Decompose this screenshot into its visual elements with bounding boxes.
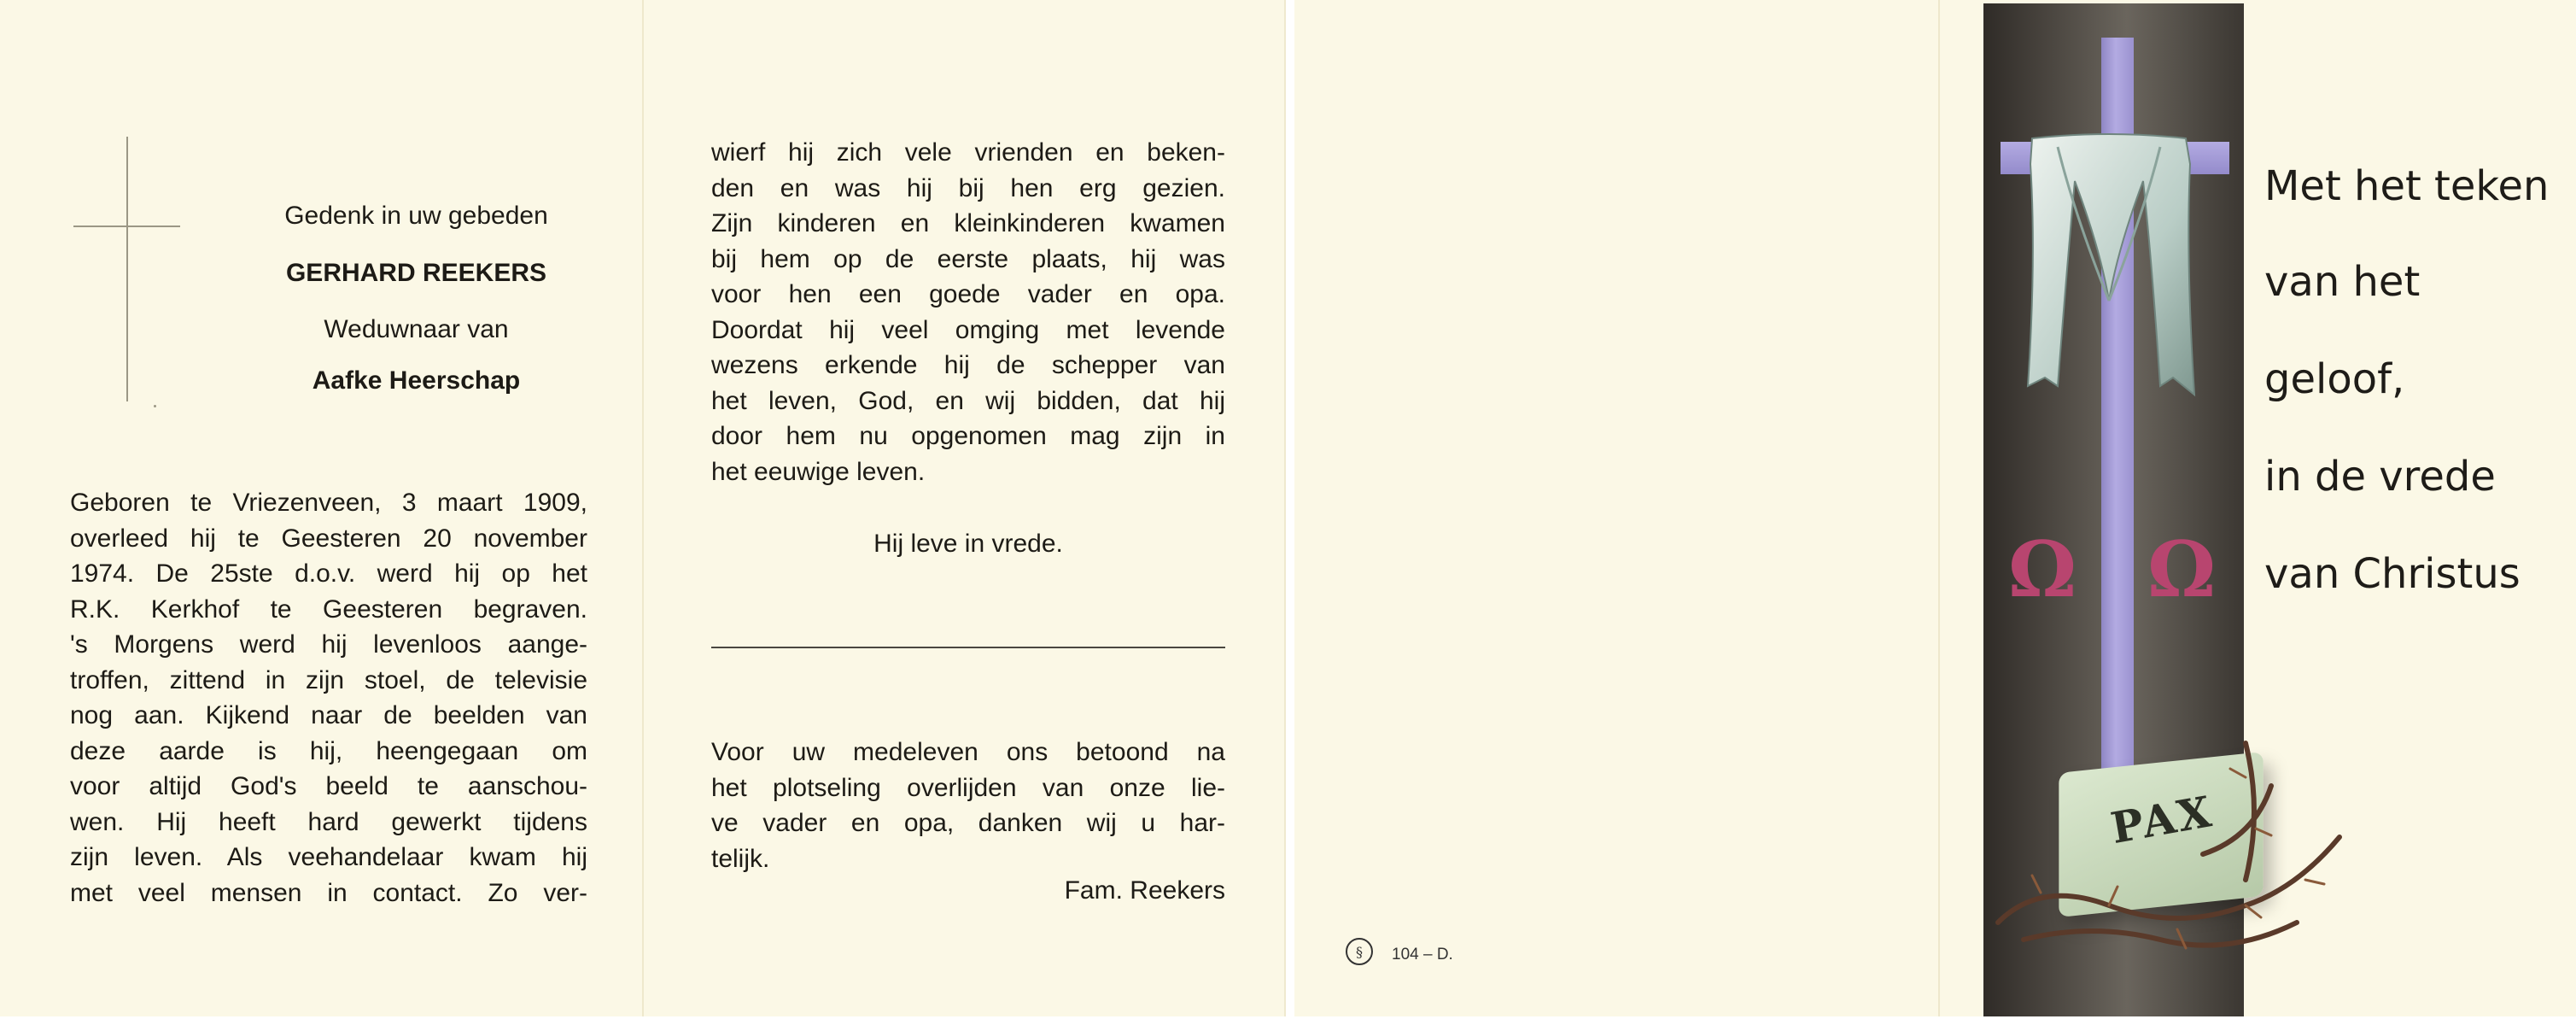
bio-line: het leven, God, en wij bidden, dat hij [711,386,1225,415]
print-code: 104 – D. [1392,946,1453,964]
cross-dot [154,405,156,407]
cross-icon [126,137,128,401]
bio-line: troffen, zittend in zijn stoel, de televisie [70,665,587,694]
biography-part-1 [70,485,587,911]
cross-icon-bar [73,226,180,227]
spouse-name: Aafke Heerschap [312,366,521,395]
farewell-text: Hij leve in vrede. [873,530,1063,558]
family-signature: Fam. Reekers [1064,876,1225,905]
bio-line: 's Morgens werd hij levenloos aange- [70,630,587,659]
fold-line [642,0,644,1016]
thanks-text [711,735,1225,876]
verse-line: Met het teken [2264,162,2550,210]
shroud-cloth-icon [2015,130,2203,403]
bio-line: het eeuwige leven. [711,457,926,486]
bio-line: overleed hij te Geesteren 20 november [70,524,587,553]
crown-of-thorns-icon [1989,709,2357,965]
bio-line: nog aan. Kijkend naar de beelden van [70,701,587,729]
pax-inscription: PAX [2106,785,2217,854]
verse-line: van Christus [2264,550,2521,598]
bio-line: wierf hij zich vele vrienden en beken- [711,138,1225,167]
publisher-logo-icon [1345,937,1374,966]
relation-text: Weduwnaar van [324,315,509,343]
bio-line: 1974. De 25ste d.o.v. werd hij op het [70,559,587,588]
bio-line: Geboren te Vriezenveen, 3 maart 1909, [70,489,587,517]
thanks-line: het plotseling overlijden van onze lie- [711,773,1225,802]
bio-line: voor altijd God's beeld te aanschou- [70,772,587,800]
deceased-name: GERHARD REEKERS [285,259,547,287]
card-outside [1294,0,2576,1016]
bio-line: wezens erkende hij de schepper van [711,351,1225,379]
memorial-heading: Gedenk in uw gebeden [284,202,548,230]
svg-text:§: § [1356,944,1363,960]
divider [711,647,1225,648]
bio-line: bij hem op de eerste plaats, hij was [711,244,1225,273]
verse-line: in de vrede [2264,453,2496,501]
bio-line: den en was hij bij hen erg gezien. [711,173,1225,202]
bio-line: R.K. Kerkhof te Geesteren begraven. [70,594,587,624]
bio-line: Doordat hij veel omging met levende [711,315,1225,344]
thanks-line: ve vader en opa, danken wij u har- [711,809,1225,837]
bio-line: wen. Hij heeft hard gewerkt tijdens [70,807,587,836]
verse-line: van het [2264,258,2421,306]
bio-line: deze aarde is hij, heengegaan om [70,736,587,765]
bio-line: voor hen een goede vader en opa. [711,280,1225,308]
thanks-line: Voor uw medeleven ons betoond na [711,738,1225,766]
biography-part-2 [711,135,1225,489]
fold-line [1938,0,1940,1016]
bio-line: door hem nu opgenomen mag zijn in [711,422,1225,450]
bio-line: met veel mensen in contact. Zo ver- [70,878,587,907]
alpha-symbol: Ω [2008,524,2077,615]
verse-line: geloof, [2264,355,2405,403]
omega-symbol: Ω [2147,524,2217,615]
bio-line: Zijn kinderen en kleinkinderen kwamen [711,209,1225,237]
thanks-line: telijk. [711,844,770,873]
bio-line: zijn leven. Als veehandelaar kwam hij [70,843,587,871]
